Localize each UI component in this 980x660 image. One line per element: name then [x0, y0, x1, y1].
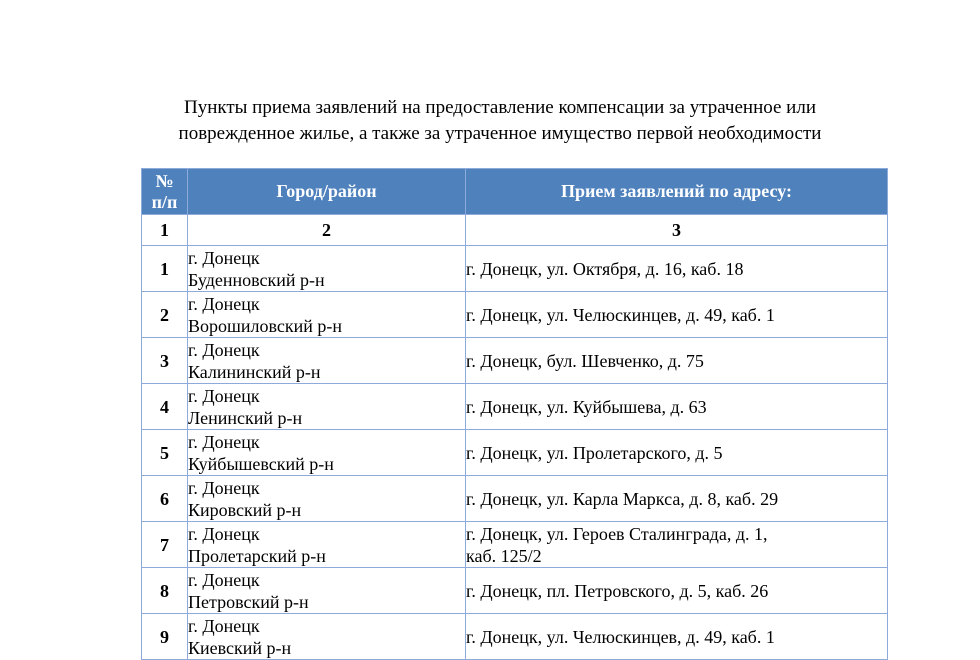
address-line: г. Донецк, ул. Челюскинцев, д. 49, каб. 1 [466, 304, 775, 325]
city-name: г. Донецк [188, 523, 260, 544]
header-address: Прием заявлений по адресу: [466, 169, 888, 215]
city-district-cell [188, 246, 466, 292]
address-cell [466, 338, 888, 384]
table-row [142, 246, 888, 292]
city-district-cell [188, 522, 466, 568]
table-row [142, 292, 888, 338]
column-numbering-row [142, 215, 888, 246]
district-name: Калининский р-н [188, 361, 321, 382]
city-district-cell [188, 614, 466, 660]
city-district-cell [188, 292, 466, 338]
district-name: Ленинский р-н [188, 407, 303, 428]
city-name: г. Донецк [188, 431, 260, 452]
row-number: 4 [142, 384, 188, 430]
city-district-cell [188, 430, 466, 476]
address-cell [466, 384, 888, 430]
row-number: 1 [142, 246, 188, 292]
city-name: г. Донецк [188, 569, 260, 590]
city-name: г. Донецк [188, 615, 260, 636]
city-district-cell [188, 476, 466, 522]
table-row [142, 430, 888, 476]
address-line: г. Донецк, ул. Куйбышева, д. 63 [466, 396, 707, 417]
address-line: г. Донецк, пл. Петровского, д. 5, каб. 26 [466, 580, 769, 601]
table-row [142, 384, 888, 430]
address-cell [466, 476, 888, 522]
table-row [142, 476, 888, 522]
district-name: Киевский р-н [188, 637, 292, 658]
table-body [142, 215, 888, 660]
row-number: 9 [142, 614, 188, 660]
row-number: 5 [142, 430, 188, 476]
district-name: Кировский р-н [188, 499, 302, 520]
city-name: г. Донецк [188, 477, 260, 498]
header-row [142, 169, 888, 215]
address-line: г. Донецк, бул. Шевченко, д. 75 [466, 350, 704, 371]
column-number: 2 [188, 215, 466, 246]
header-num-line: № [155, 170, 174, 191]
address-line: каб. 125/2 [466, 545, 542, 566]
city-name: г. Донецк [188, 293, 260, 314]
address-cell [466, 292, 888, 338]
address-line: г. Донецк, ул. Пролетарского, д. 5 [466, 442, 723, 463]
page-title-line: поврежденное жилье, а также за утраченное имущество первой необходимости [178, 123, 822, 144]
header-num-line: п/п [151, 191, 178, 212]
row-number: 2 [142, 292, 188, 338]
row-number: 7 [142, 522, 188, 568]
row-number: 6 [142, 476, 188, 522]
address-line: г. Донецк, ул. Героев Сталинграда, д. 1, [466, 523, 768, 544]
address-cell [466, 522, 888, 568]
reception-points-table [141, 168, 888, 660]
city-district-cell [188, 384, 466, 430]
district-name: Буденновский р-н [188, 269, 325, 290]
address-cell [466, 614, 888, 660]
row-number: 8 [142, 568, 188, 614]
header-city: Город/район [188, 169, 466, 215]
district-name: Петровский р-н [188, 591, 309, 612]
city-district-cell [188, 568, 466, 614]
district-name: Ворошиловский р-н [188, 315, 343, 336]
address-cell [466, 568, 888, 614]
address-cell [466, 246, 888, 292]
header-num [142, 169, 188, 215]
address-line: г. Донецк, ул. Челюскинцев, д. 49, каб. 1 [466, 626, 775, 647]
row-number: 3 [142, 338, 188, 384]
table-row [142, 522, 888, 568]
table-row [142, 568, 888, 614]
city-district-cell [188, 338, 466, 384]
page-title [100, 95, 900, 147]
column-number: 1 [142, 215, 188, 246]
page-title-line: Пункты приема заявлений на предоставление компенсации за утраченное или [183, 97, 816, 118]
district-name: Куйбышевский р-н [188, 453, 334, 474]
address-line: г. Донецк, ул. Карла Маркса, д. 8, каб. 29 [466, 488, 779, 509]
city-name: г. Донецк [188, 247, 260, 268]
table-row [142, 338, 888, 384]
district-name: Пролетарский р-н [188, 545, 326, 566]
city-name: г. Донецк [188, 339, 260, 360]
column-number: 3 [466, 215, 888, 246]
address-line: г. Донецк, ул. Октября, д. 16, каб. 18 [466, 258, 744, 279]
table-header [142, 169, 888, 215]
address-cell [466, 430, 888, 476]
city-name: г. Донецк [188, 385, 260, 406]
table-row [142, 614, 888, 660]
